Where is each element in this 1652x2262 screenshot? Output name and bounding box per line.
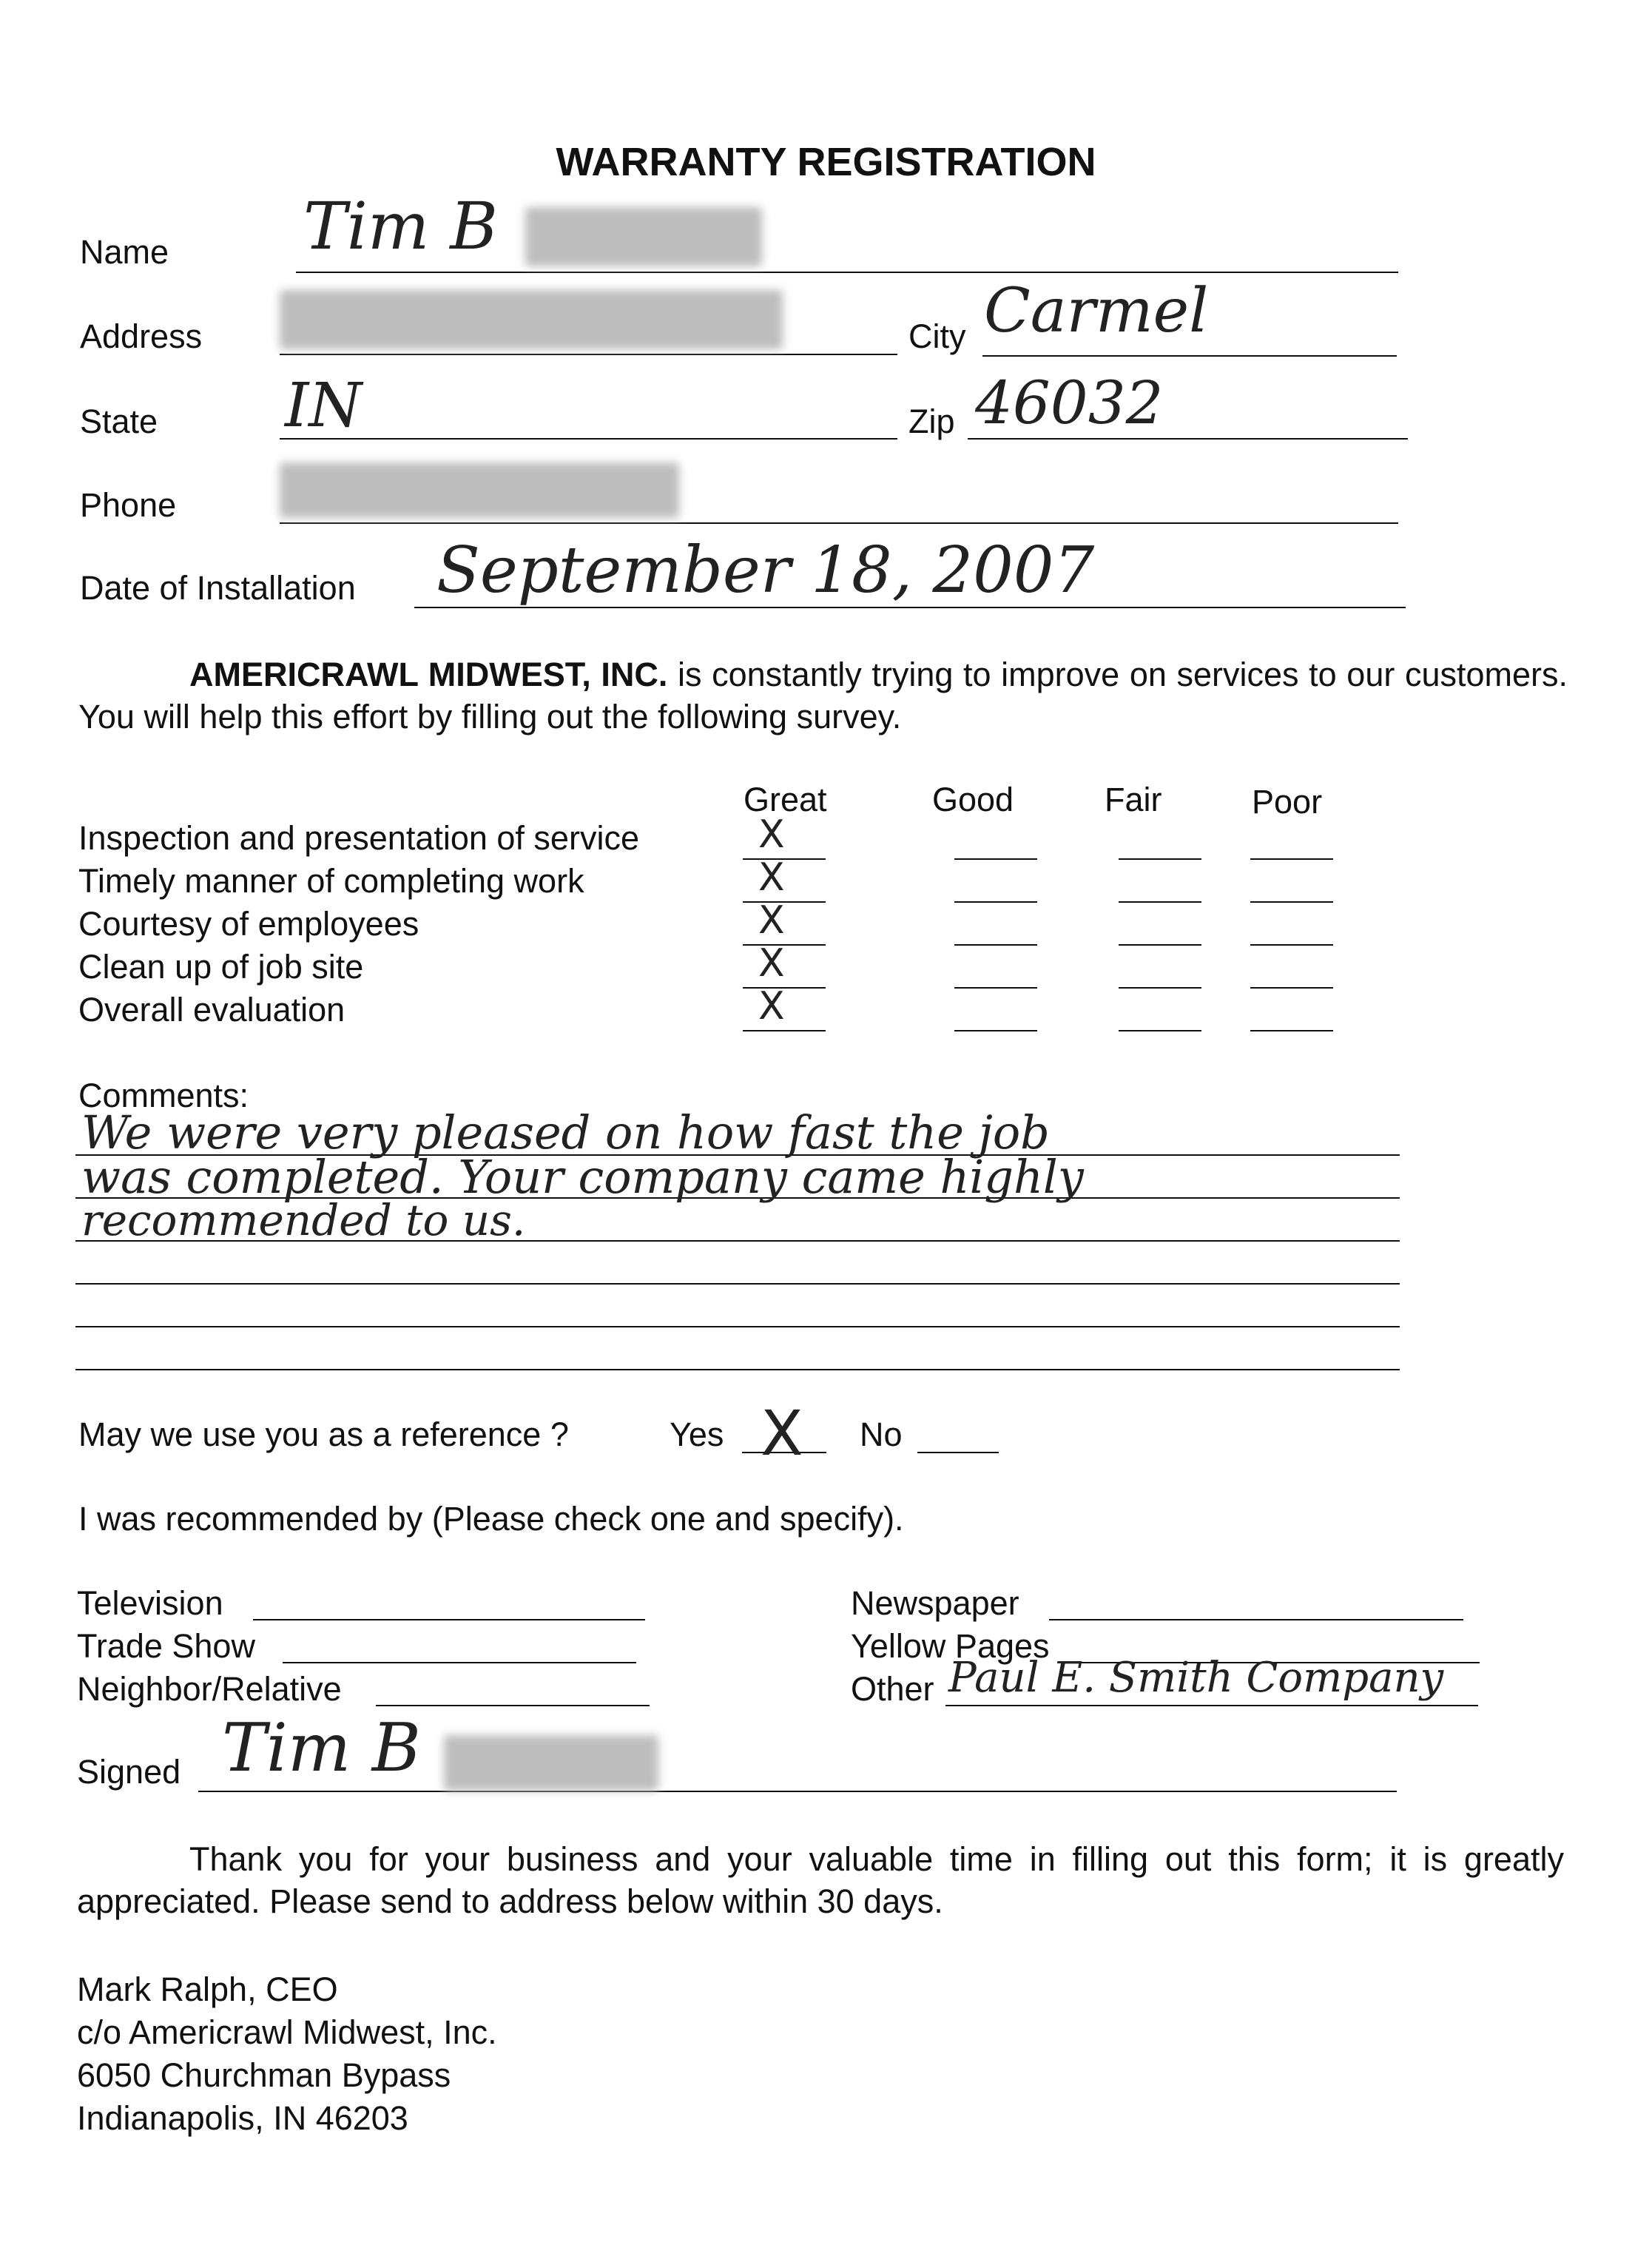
survey-mark-great[interactable]: X — [758, 984, 785, 1029]
col-fair: Fair — [1105, 781, 1162, 818]
blank-fair[interactable] — [1119, 901, 1201, 903]
state-label: State — [80, 403, 158, 440]
comments-label: Comments: — [78, 1077, 249, 1114]
col-poor: Poor — [1252, 783, 1323, 821]
address-block-line: Mark Ralph, CEO — [77, 1970, 338, 2008]
city-label: City — [908, 317, 966, 355]
other-handwriting[interactable]: Paul E. Smith Company — [948, 1654, 1444, 1702]
blank-poor[interactable] — [1250, 858, 1333, 860]
survey-row-label: Courtesy of employees — [78, 905, 419, 943]
neighbor-line[interactable] — [376, 1705, 650, 1706]
recommended-prompt: I was recommended by (Please check one and specify). — [78, 1500, 904, 1538]
blank-great[interactable] — [743, 1030, 826, 1031]
survey-row-label: Overall evaluation — [78, 991, 345, 1029]
blank-good[interactable] — [954, 987, 1037, 989]
trade-show-label: Trade Show — [77, 1627, 255, 1665]
date-handwriting[interactable]: September 18, 2007 — [436, 533, 1095, 607]
neighbor-label: Neighbor/Relative — [77, 1670, 342, 1708]
blank-great[interactable] — [743, 858, 826, 860]
survey-mark-great[interactable]: X — [758, 812, 785, 857]
blank-great[interactable] — [743, 987, 826, 989]
comment-line — [75, 1326, 1400, 1327]
blank-fair[interactable] — [1119, 944, 1201, 946]
blank-poor[interactable] — [1250, 987, 1333, 989]
address-block-line: c/o Americrawl Midwest, Inc. — [77, 2013, 497, 2051]
comment-line — [75, 1369, 1400, 1370]
trade-show-line[interactable] — [283, 1662, 636, 1663]
survey-mark-great[interactable]: X — [758, 898, 785, 943]
blank-poor[interactable] — [1250, 944, 1333, 946]
state-line — [280, 438, 897, 440]
survey-row-label: Timely manner of completing work — [78, 862, 584, 900]
signed-label: Signed — [77, 1753, 181, 1791]
newspaper-label: Newspaper — [851, 1584, 1019, 1622]
survey-row-label: Clean up of job site — [78, 948, 364, 986]
address-redaction — [280, 290, 783, 349]
signature-redaction — [444, 1735, 658, 1791]
name-redaction — [525, 207, 762, 266]
phone-label: Phone — [80, 486, 177, 524]
zip-handwriting[interactable]: 46032 — [975, 368, 1164, 437]
no-label: No — [860, 1416, 903, 1453]
no-blank[interactable] — [917, 1452, 999, 1453]
signature-line[interactable] — [198, 1791, 1397, 1792]
thanks-paragraph: Thank you for your business and your valuable time in filling out this form; it is greatly appreciated. Please send to address below within 30 days. — [77, 1840, 1564, 1920]
television-line[interactable] — [253, 1619, 645, 1620]
blank-good[interactable] — [954, 944, 1037, 946]
blank-good[interactable] — [954, 901, 1037, 903]
city-handwriting[interactable]: Carmel — [984, 276, 1209, 346]
comment-text[interactable]: was completed. Your company came highly — [81, 1150, 1084, 1204]
page-title: WARRANTY REGISTRATION — [556, 140, 1096, 184]
other-label: Other — [851, 1670, 934, 1708]
blank-great[interactable] — [743, 901, 826, 903]
blank-good[interactable] — [954, 858, 1037, 860]
name-label: Name — [80, 233, 169, 271]
reference-question: May we use you as a reference ? — [78, 1416, 569, 1453]
newspaper-line[interactable] — [1049, 1619, 1463, 1620]
address-line — [280, 354, 897, 355]
address-block-line: Indianapolis, IN 46203 — [77, 2099, 408, 2137]
blank-fair[interactable] — [1119, 1030, 1201, 1031]
comment-text[interactable]: recommended to us. — [81, 1195, 526, 1245]
col-good: Good — [932, 781, 1014, 818]
city-line — [982, 355, 1397, 357]
signature[interactable]: Tim B — [222, 1709, 421, 1787]
address-label: Address — [80, 317, 203, 355]
intro-text: is constantly trying to improve on services to our customers. You will help this effort by filling out the following survey. — [78, 656, 1568, 736]
name-line — [296, 272, 1398, 273]
yes-mark[interactable]: X — [761, 1397, 803, 1470]
survey-mark-great[interactable]: X — [758, 855, 785, 900]
blank-fair[interactable] — [1119, 987, 1201, 989]
blank-great[interactable] — [743, 944, 826, 946]
comment-line — [75, 1283, 1400, 1285]
date-label: Date of Installation — [80, 569, 356, 607]
blank-good[interactable] — [954, 1030, 1037, 1031]
zip-label: Zip — [908, 403, 955, 440]
phone-redaction — [280, 462, 679, 518]
address-block-line: 6050 Churchman Bypass — [77, 2056, 451, 2094]
television-label: Television — [77, 1584, 223, 1622]
comment-text[interactable]: We were very pleased on how fast the job — [81, 1105, 1050, 1159]
company-name: AMERICRAWL MIDWEST, INC. — [189, 656, 668, 693]
blank-fair[interactable] — [1119, 858, 1201, 860]
name-handwriting[interactable]: Tim B — [303, 188, 498, 264]
survey-mark-great[interactable]: X — [758, 941, 785, 986]
state-handwriting[interactable]: IN — [285, 371, 363, 441]
blank-poor[interactable] — [1250, 901, 1333, 903]
yellow-pages-label: Yellow Pages — [851, 1627, 1050, 1665]
other-line[interactable] — [945, 1705, 1478, 1706]
blank-poor[interactable] — [1250, 1030, 1333, 1031]
yes-label: Yes — [670, 1416, 724, 1453]
zip-line — [968, 438, 1408, 440]
survey-row-label: Inspection and presentation of service — [78, 819, 639, 857]
intro-paragraph — [78, 653, 1568, 738]
phone-line — [280, 522, 1398, 524]
col-great: Great — [744, 781, 827, 818]
